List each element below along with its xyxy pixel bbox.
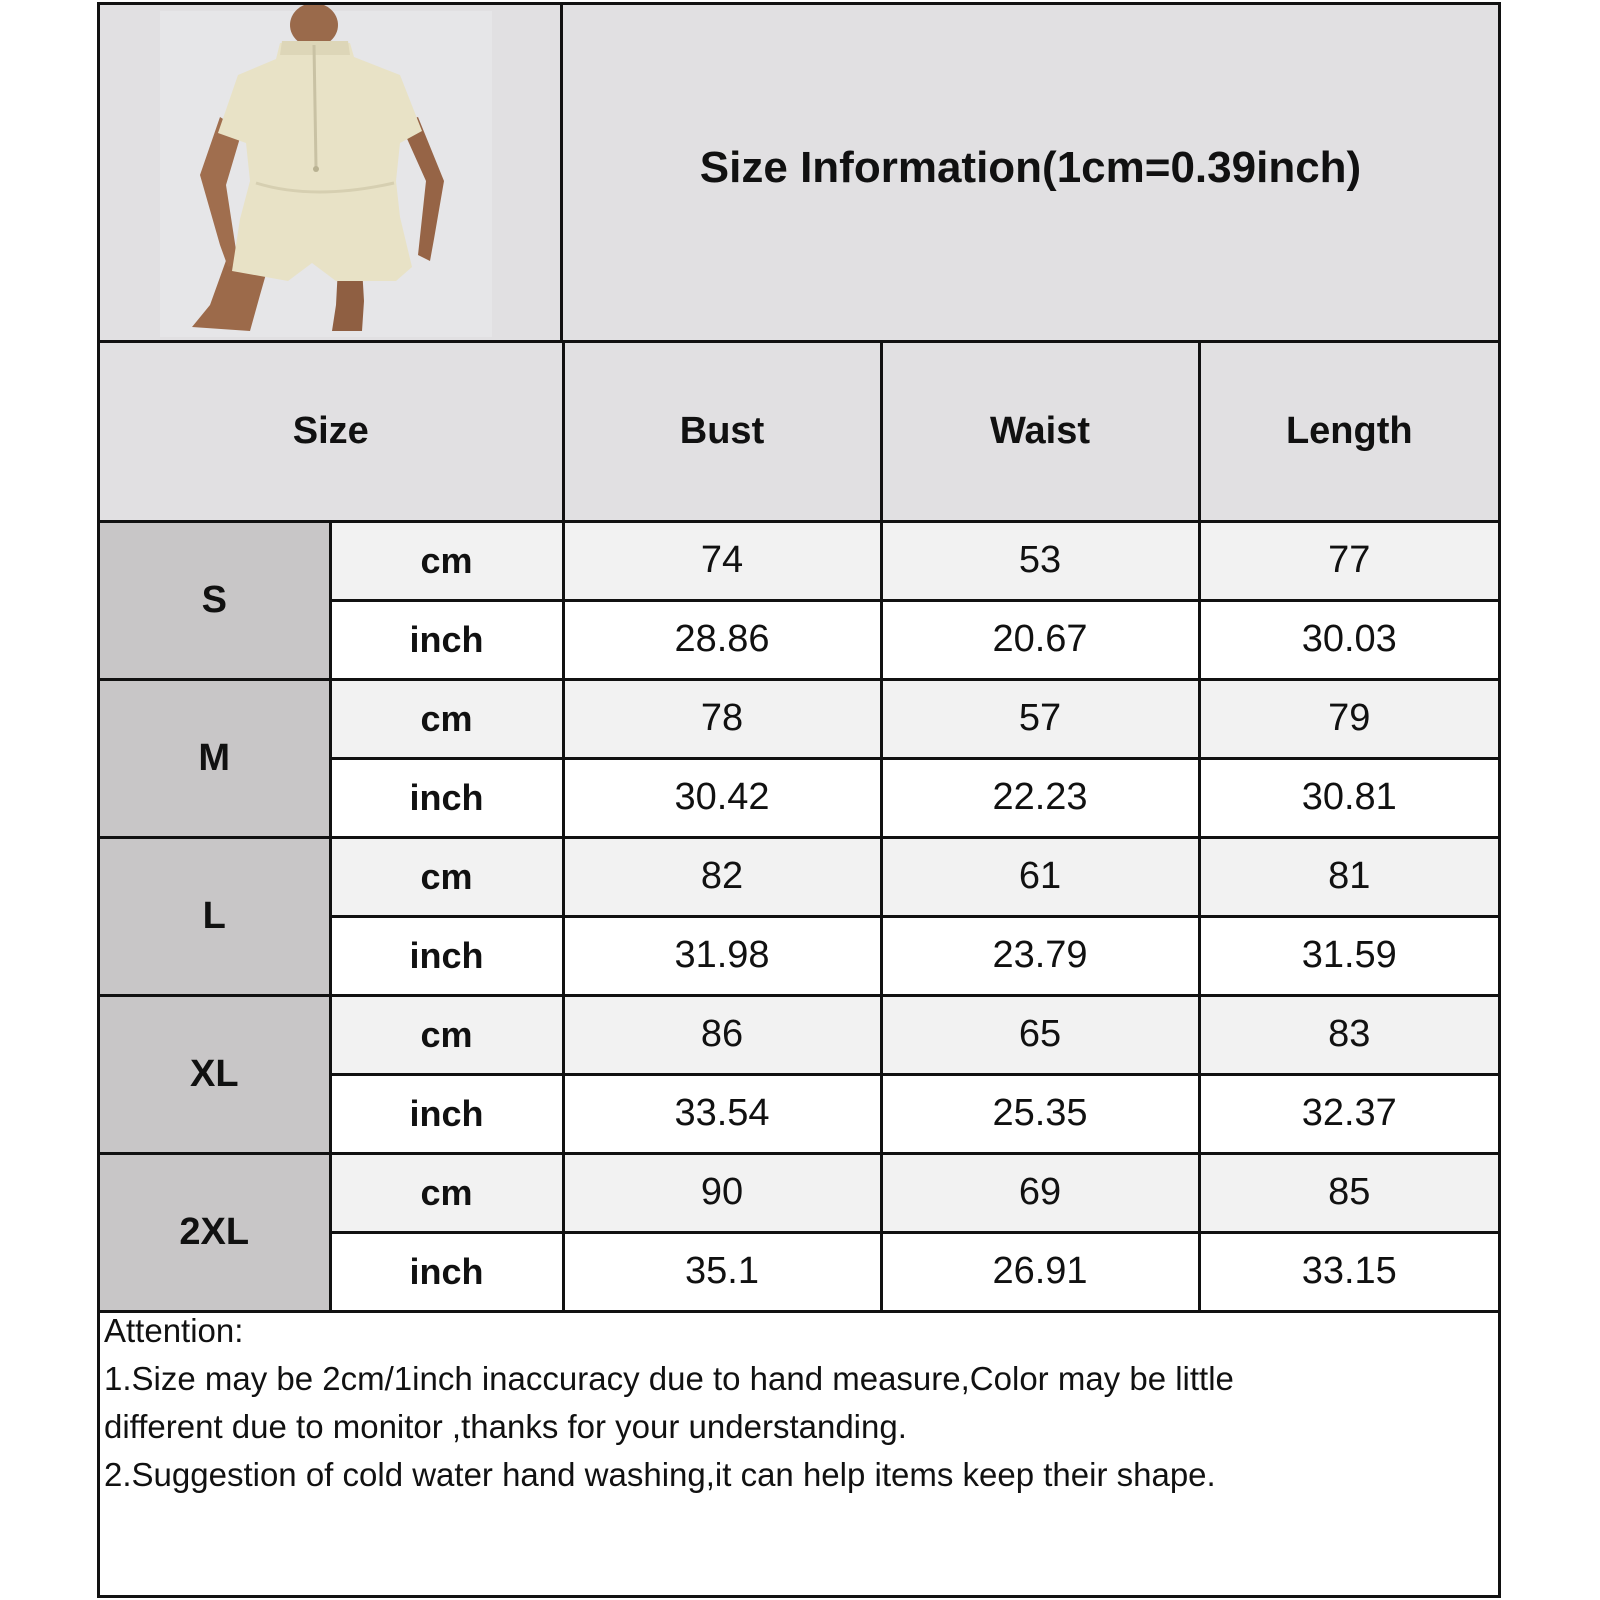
unit-label: inch	[330, 1232, 563, 1311]
waist-value: 61	[881, 837, 1199, 916]
waist-value: 26.91	[881, 1232, 1199, 1311]
unit-label: inch	[330, 600, 563, 679]
size-label: S	[100, 521, 330, 679]
bust-value: 33.54	[563, 1074, 881, 1153]
size-chart	[97, 2, 1501, 1598]
bust-value: 28.86	[563, 600, 881, 679]
length-value: 30.03	[1199, 600, 1498, 679]
length-value: 31.59	[1199, 916, 1498, 995]
unit-label: cm	[330, 995, 563, 1074]
waist-value: 20.67	[881, 600, 1199, 679]
table-header-row	[100, 343, 1498, 521]
table-row	[100, 837, 1498, 916]
product-photo	[100, 5, 563, 340]
unit-label: inch	[330, 758, 563, 837]
page-title: Size Information(1cm=0.39inch)	[699, 142, 1362, 192]
unit-label: cm	[330, 837, 563, 916]
unit-label: inch	[330, 1074, 563, 1153]
size-label: 2XL	[100, 1153, 330, 1311]
length-value: 79	[1199, 679, 1498, 758]
size-table	[100, 343, 1498, 1313]
unit-label: cm	[330, 679, 563, 758]
waist-value: 25.35	[881, 1074, 1199, 1153]
waist-value: 22.23	[881, 758, 1199, 837]
unit-label: cm	[330, 1153, 563, 1232]
title-cell	[563, 5, 1498, 340]
note-line: 1.Size may be 2cm/1inch inaccuracy due to hand measure,Color may be little	[104, 1360, 1234, 1397]
length-value: 81	[1199, 837, 1498, 916]
waist-value: 65	[881, 995, 1199, 1074]
waist-value: 23.79	[881, 916, 1199, 995]
bust-value: 35.1	[563, 1232, 881, 1311]
bust-value: 90	[563, 1153, 881, 1232]
size-label: M	[100, 679, 330, 837]
chart-header	[100, 5, 1498, 343]
unit-label: cm	[330, 521, 563, 600]
length-value: 85	[1199, 1153, 1498, 1232]
bust-value: 31.98	[563, 916, 881, 995]
length-value: 30.81	[1199, 758, 1498, 837]
bust-value: 78	[563, 679, 881, 758]
length-value: 32.37	[1199, 1074, 1498, 1153]
bust-value: 82	[563, 837, 881, 916]
note-line: 2.Suggestion of cold water hand washing,it can help items keep their shape.	[104, 1456, 1216, 1493]
waist-value: 69	[881, 1153, 1199, 1232]
table-row	[100, 679, 1498, 758]
table-row	[100, 995, 1498, 1074]
attention-notes	[104, 1307, 1484, 1499]
unit-label: inch	[330, 916, 563, 995]
table-row	[100, 521, 1498, 600]
length-value: 33.15	[1199, 1232, 1498, 1311]
waist-value: 57	[881, 679, 1199, 758]
length-column-header: Length	[1199, 343, 1498, 521]
waist-column-header: Waist	[881, 343, 1199, 521]
waist-value: 53	[881, 521, 1199, 600]
table-row	[100, 1153, 1498, 1232]
product-photo-romper-icon	[100, 5, 563, 340]
bust-value: 86	[563, 995, 881, 1074]
bust-value: 74	[563, 521, 881, 600]
size-label: L	[100, 837, 330, 995]
note-line: different due to monitor ,thanks for your understanding.	[104, 1408, 907, 1445]
size-column-header: Size	[100, 343, 563, 521]
length-value: 77	[1199, 521, 1498, 600]
notes-heading: Attention:	[104, 1312, 244, 1349]
bust-value: 30.42	[563, 758, 881, 837]
size-label: XL	[100, 995, 330, 1153]
length-value: 83	[1199, 995, 1498, 1074]
bust-column-header: Bust	[563, 343, 881, 521]
